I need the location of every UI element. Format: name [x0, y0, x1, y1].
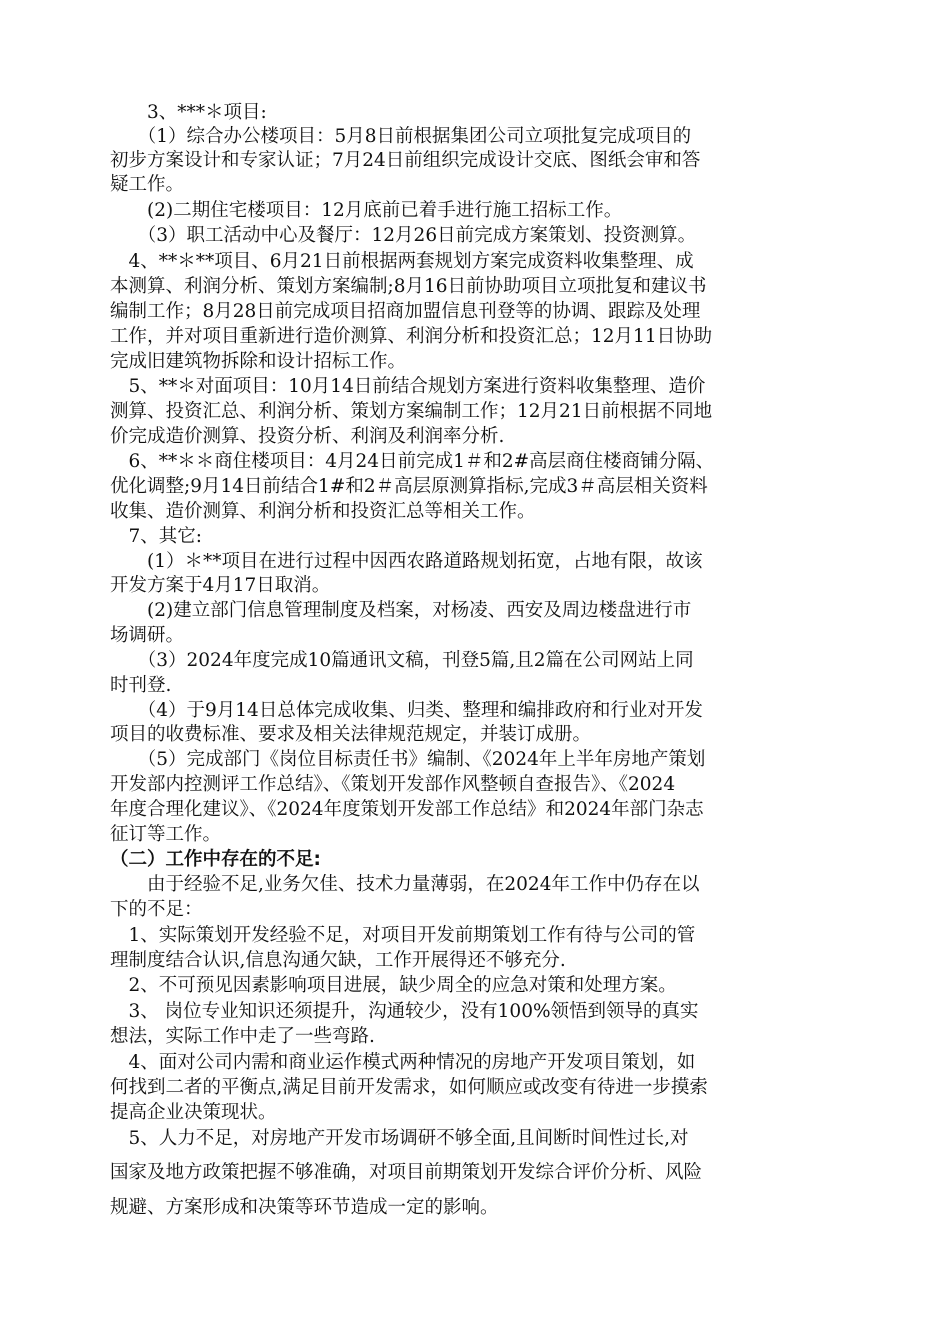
- text-line: 本测算、利润分析、策划方案编制;8月16日前协助项目立项批复和建议书: [110, 276, 707, 297]
- text-line: 测算、投资汇总、利润分析、策划方案编制工作；12月21日前根据不同地: [110, 401, 713, 422]
- text-line: 工作，并对项目重新进行造价测算、利润分析和投资汇总；12月11日协助: [110, 326, 713, 347]
- text-line: 5、**＊对面项目：10月14日前结合规划方案进行资料收集整理、造价: [110, 376, 706, 397]
- text-line: （3）职工活动中心及餐厅：12月26日前完成方案策划、投资测算。: [110, 225, 697, 246]
- text-line: 年度合理化建议》、《2024年度策划开发部工作总结》和2024年部门杂志: [110, 799, 704, 820]
- text-line: 何找到二者的平衡点,满足目前开发需求，如何顺应或改变有待进一步摸索: [110, 1077, 708, 1098]
- text-line: 收集、造价测算、利润分析和投资汇总等相关工作。: [110, 501, 536, 522]
- text-line: 价完成造价测算、投资分析、利润及利润率分析.: [110, 426, 505, 447]
- text-line: 由于经验不足,业务欠佳、技术力量薄弱，在2024年工作中仍存在以: [110, 874, 700, 895]
- text-line: 初步方案设计和专家认证；7月24日前组织完成设计交底、图纸会审和答: [110, 150, 701, 171]
- text-line: 开发部内控测评工作总结》、《策划开发部作风整顿自查报告》、《2024: [110, 774, 676, 795]
- text-line: 4、面对公司内需和商业运作模式两种情况的房地产开发项目策划，如: [110, 1052, 696, 1073]
- text-line: （3）2024年度完成10篇通讯文稿，刊登5篇,且2篇在公司网站上同: [110, 650, 694, 671]
- text-line: 场调研。: [110, 625, 185, 646]
- text-line: 3、 岗位专业知识还须提升，沟通较少，没有100%领悟到领导的真实: [110, 1001, 699, 1022]
- text-line: 完成旧建筑物拆除和设计招标工作。: [110, 351, 407, 372]
- text-line: 编制工作；8月28日前完成项目招商加盟信息刊登等的协调、跟踪及处理: [110, 301, 701, 322]
- text-line: 提高企业决策现状。: [110, 1102, 277, 1123]
- text-line: 理制度结合认识,信息沟通欠缺，工作开展得还不够充分.: [110, 950, 566, 971]
- text-line: 7、其它:: [110, 526, 203, 547]
- text-line: 时刊登.: [110, 675, 172, 696]
- text-line: 3、***＊项目:: [110, 102, 267, 123]
- text-line: （1）综合办公楼项目：5月8日前根据集团公司立项批复完成项目的: [110, 126, 692, 147]
- text-line: 优化调整;9月14日前结合1#和2＃高层原测算指标,完成3＃高层相关资料: [110, 476, 708, 497]
- text-line: 4、**＊**项目、6月21日前根据两套规划方案完成资料收集整理、成: [110, 251, 694, 272]
- text-line: 开发方案于4月17日取消。: [110, 575, 331, 596]
- text-line: 1、实际策划开发经验不足，对项目开发前期策划工作有待与公司的管: [110, 925, 696, 946]
- text-line: (2)建立部门信息管理制度及档案，对杨凌、西安及周边楼盘进行市: [110, 600, 692, 621]
- text-line: 想法，实际工作中走了一些弯路.: [110, 1026, 375, 1047]
- section-heading: （二）工作中存在的不足:: [110, 849, 321, 870]
- text-line: （5）完成部门《岗位目标责任书》编制、《2024年上半年房地产策划: [110, 749, 706, 770]
- text-line: 下的不足：: [110, 899, 203, 920]
- text-line: 征订等工作。: [110, 824, 222, 845]
- text-line: （4）于9月14日总体完成收集、归类、整理和编排政府和行业对开发: [110, 700, 703, 721]
- text-line: 2、不可预见因素影响项目进展，缺少周全的应急对策和处理方案。: [110, 975, 677, 996]
- text-line: 5、人力不足，对房地产开发市场调研不够全面,且间断时间性过长,对: [110, 1128, 689, 1149]
- text-line: (1）＊**项目在进行过程中因西农路道路规划拓宽，占地有限，故该: [110, 551, 703, 572]
- text-line: 规避、方案形成和决策等环节造成一定的影响。: [110, 1197, 499, 1218]
- text-line: 项目的收费标准、要求及相关法律规范规定，并装订成册。: [110, 724, 592, 745]
- text-line: 6、**＊＊商住楼项目：4月24日前完成1＃和2#高层商住楼商铺分隔、: [110, 451, 715, 472]
- text-line: 国家及地方政策把握不够准确，对项目前期策划开发综合评价分析、风险: [110, 1162, 703, 1183]
- text-line: 疑工作。: [110, 174, 185, 195]
- text-line: (2)二期住宅楼项目：12月底前已着手进行施工招标工作。: [110, 200, 623, 221]
